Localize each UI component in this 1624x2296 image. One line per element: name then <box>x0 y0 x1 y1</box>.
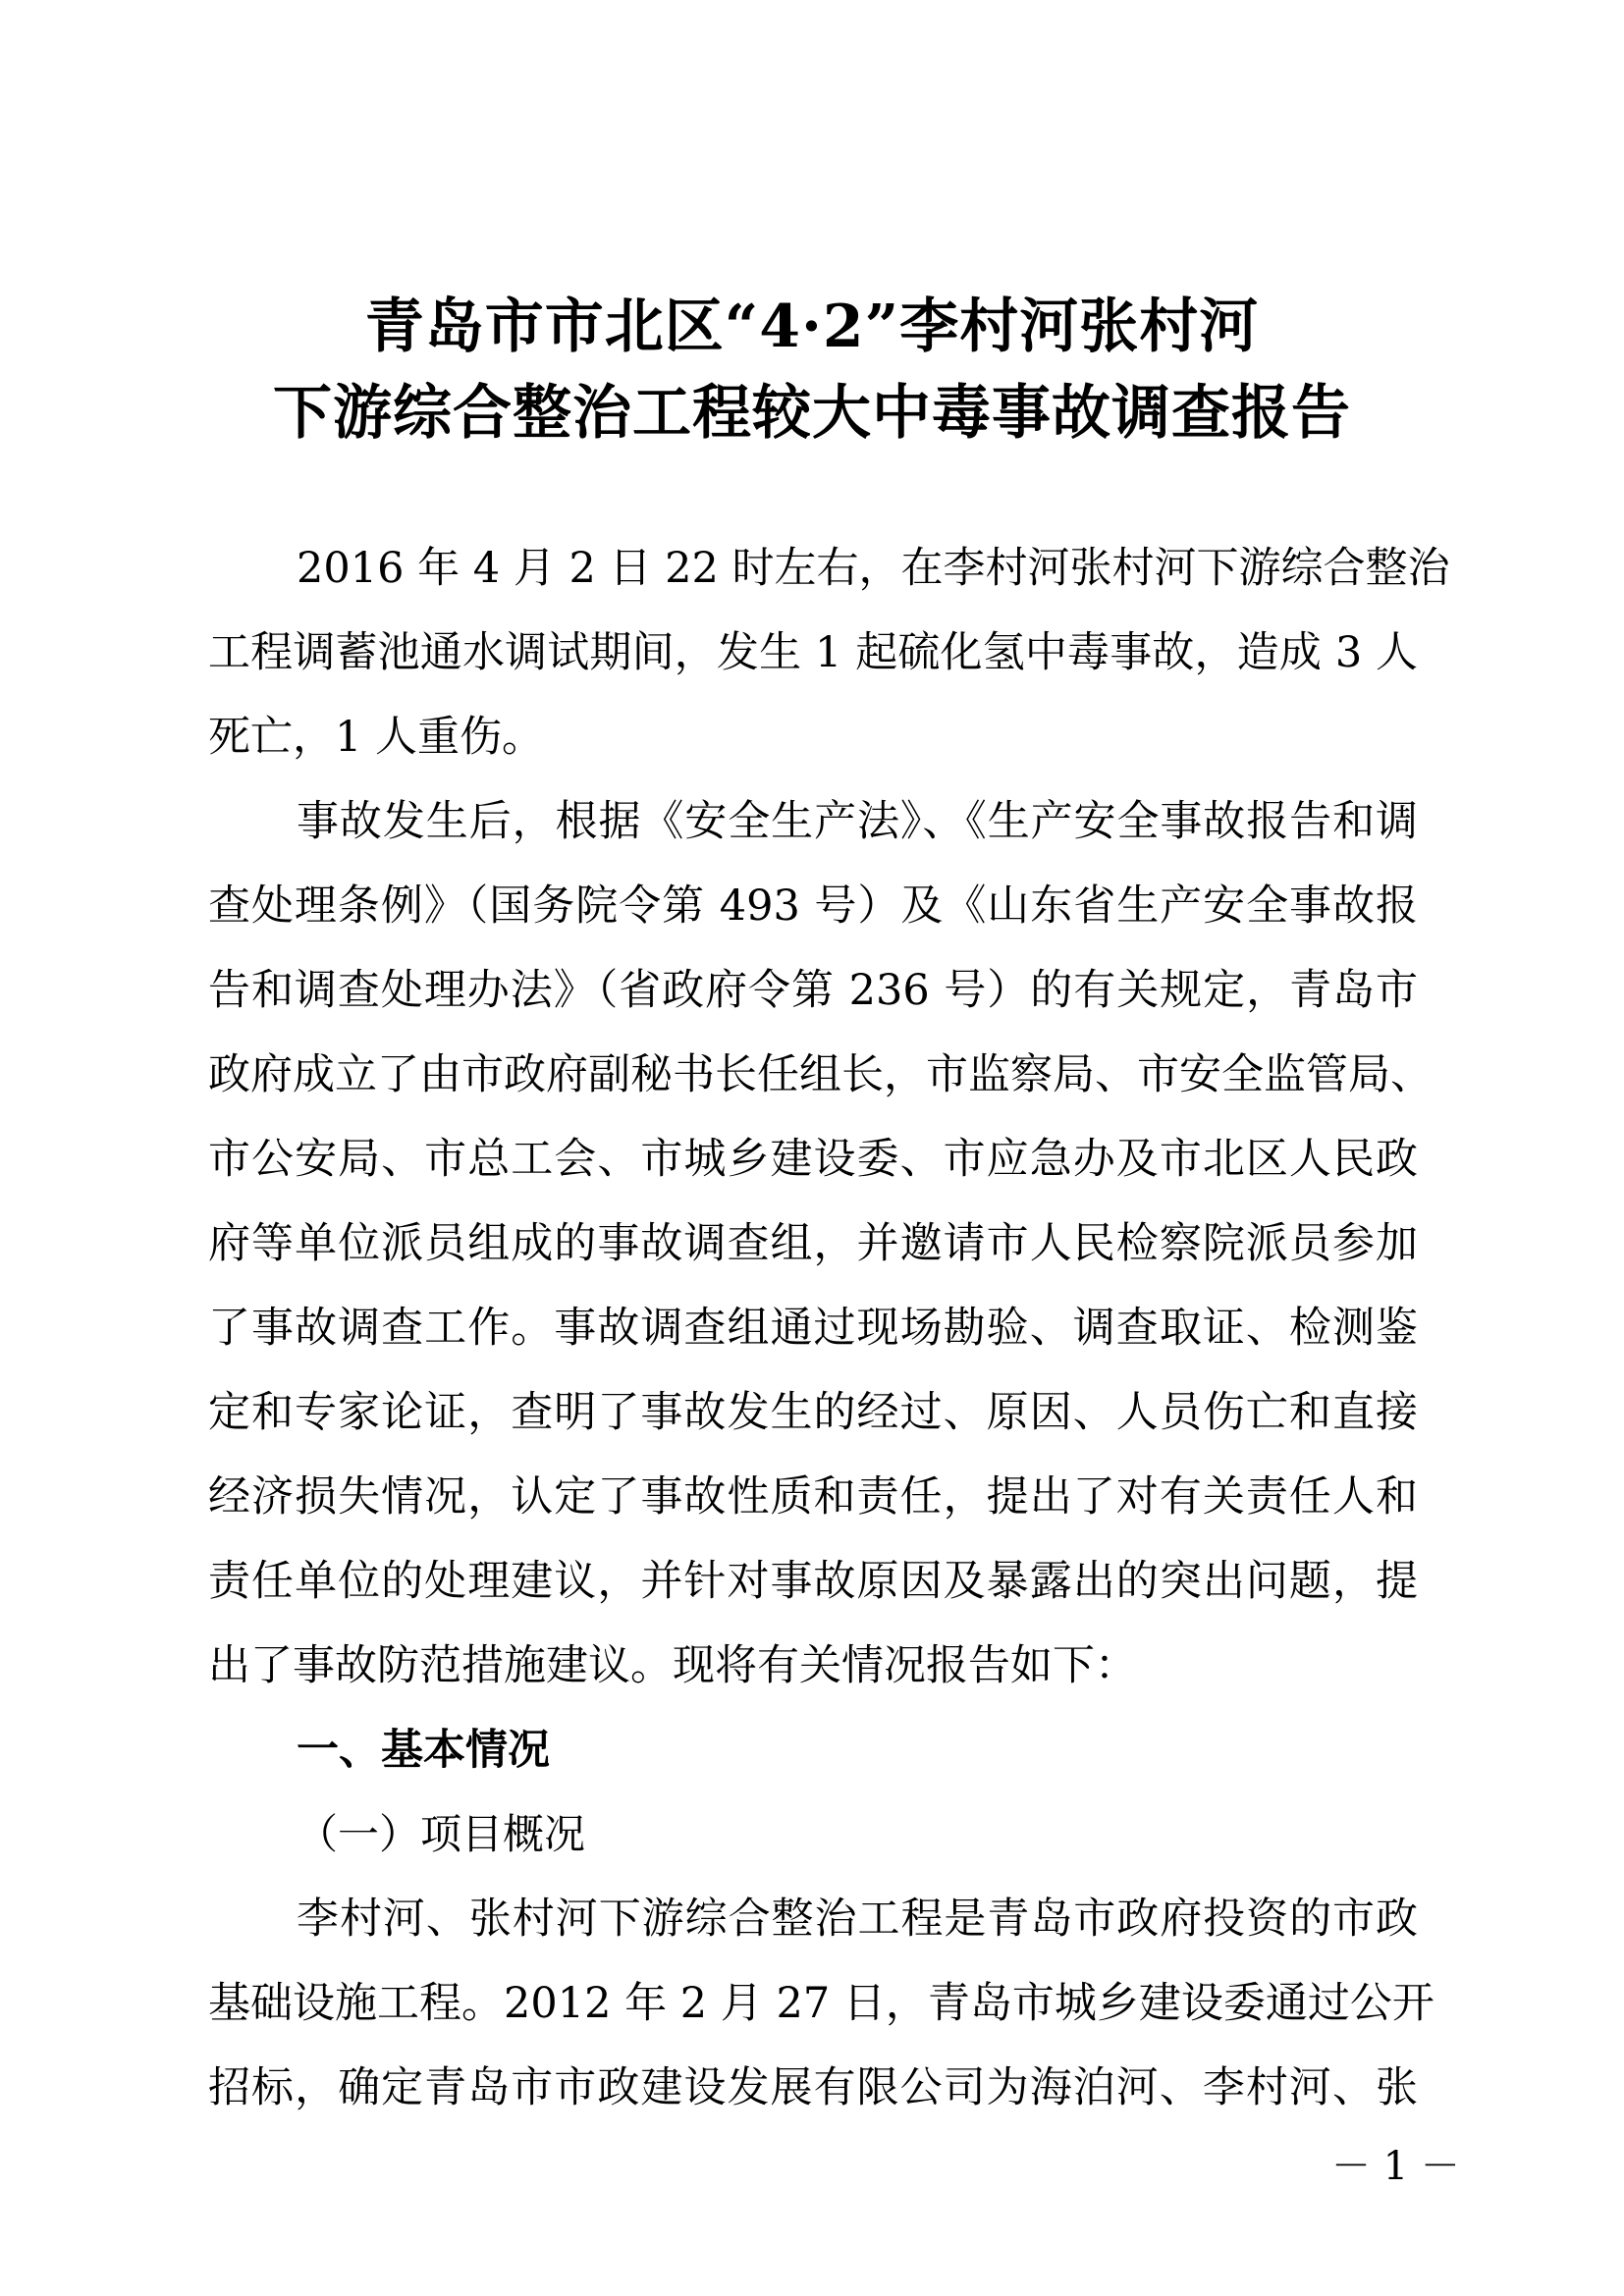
subsection-heading: （一）项目概况 <box>297 1810 586 1858</box>
document-title-line-2: 下游综合整治工程较大中毒事故调查报告 <box>273 379 1351 448</box>
page-number: － 1 － <box>1331 2144 1460 2189</box>
paragraph-2-line-11: 出了事故防范措施建议。现将有关情况报告如下： <box>208 1641 1137 1690</box>
paragraph-1-line-1: 2016 年 4 月 2 日 22 时左右，在李村河张村河下游综合整治 <box>297 544 1450 593</box>
paragraph-1-line-3: 死亡，1 人重伤。 <box>208 713 545 762</box>
paragraph-2-line-10: 责任单位的处理建议，并针对事故原因及暴露出的突出问题，提 <box>208 1557 1418 1606</box>
paragraph-3-line-1: 李村河、张村河下游综合整治工程是青岛市政府投资的市政 <box>297 1895 1418 1944</box>
section-heading: 一、基本情况 <box>297 1726 550 1775</box>
paragraph-2-line-5: 市公安局、市总工会、市城乡建设委、市应急办及市北区人民政 <box>208 1135 1418 1184</box>
paragraph-2-line-8: 定和专家论证，查明了事故发生的经过、原因、人员伤亡和直接 <box>208 1388 1418 1437</box>
paragraph-2-line-1: 事故发生后，根据《安全生产法》、《生产安全事故报告和调 <box>297 797 1418 846</box>
paragraph-2-line-3: 告和调查处理办法》（省政府令第 236 号）的有关规定，青岛市 <box>208 966 1418 1015</box>
paragraph-2-line-4: 政府成立了由市政府副秘书长任组长，市监察局、市安全监管局、 <box>208 1050 1433 1099</box>
paragraph-2-line-9: 经济损失情况，认定了事故性质和责任，提出了对有关责任人和 <box>208 1472 1418 1522</box>
paragraph-2-line-2: 查处理条例》（国务院令第 493 号）及《山东省生产安全事故报 <box>208 881 1418 931</box>
paragraph-2-line-6: 府等单位派员组成的事故调查组，并邀请市人民检察院派员参加 <box>208 1219 1418 1268</box>
document-title-line-1: 青岛市市北区“4·2”李村河张村河 <box>364 293 1260 361</box>
paragraph-3-line-2: 基础设施工程。2012 年 2 月 27 日，青岛市城乡建设委通过公开 <box>208 1979 1435 2028</box>
paragraph-1-line-2: 工程调蓄池通水调试期间，发生 1 起硫化氢中毒事故，造成 3 人 <box>208 628 1418 677</box>
paragraph-3-line-3: 招标，确定青岛市市政建设发展有限公司为海泊河、李村河、张 <box>208 2063 1418 2112</box>
paragraph-2-line-7: 了事故调查工作。事故调查组通过现场勘验、调查取证、检测鉴 <box>208 1304 1418 1353</box>
